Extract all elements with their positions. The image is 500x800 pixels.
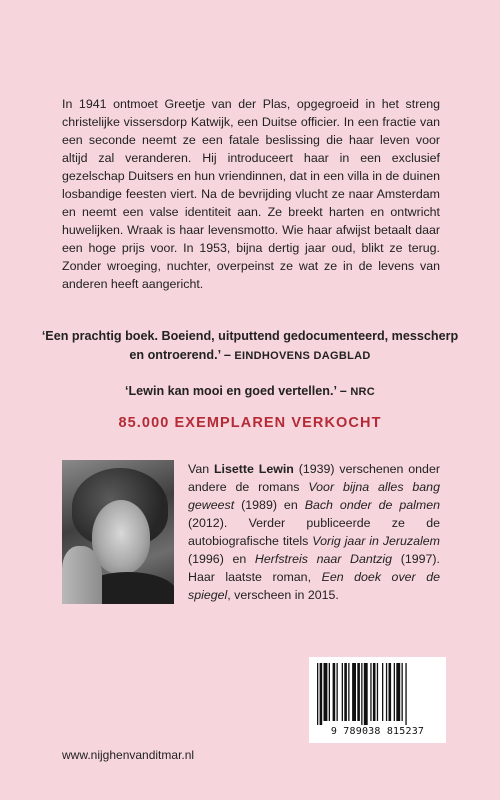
publisher-url: www.nijghenvanditmar.nl: [62, 748, 195, 762]
review-quote-2: [40, 382, 460, 402]
book-title: Een doek over de spiegel: [188, 570, 440, 602]
quote-source: NRC: [350, 386, 376, 398]
book-blurb: In 1941 ontmoet Greetje van der Plas, opgegroeid in het streng christelijke vissersdorp Katwijk, een Duitse officier. In een fractie van een seconde neemt ze een fatale beslissing die haar leven voor altijd zal veranderen. Hij introduceert haar in een exclusief gezelschap Duitsers en hun vriendinnen, dat in een villa in de duinen losbandige feesten viert. Na de bevrijding vlucht ze naar Amsterdam en neemt een valse identiteit aan. Ze breekt harten en ontwricht huwelijken. Wraak is haar levensmotto. Wie haar afwijst betaalt daar een hoge prijs voor. In 1953, bijna dertig jaar oud, blikt ze terug. Zonder wroeging, nuchter, overpeinst ze wat ze in de levens van anderen heeft aangericht.: [62, 97, 440, 291]
review-quote-1: [40, 327, 460, 366]
quote-source: EINDHOVENS DAGBLAD: [234, 350, 371, 362]
quote-text: ‘Lewin kan mooi en goed vertellen.’ –: [124, 384, 347, 398]
book-title: Voor bijna alles bang geweest: [188, 480, 440, 512]
author-bio: Van Lisette Lewin (1939) verschenen onder andere de romans Voor bijna alles bang geweest (1989) en Bach onder de palmen (2012). Verder publiceerde ze de autobiografische titels Vorig jaar in Jeruzalem (1996) en Herfstreis naar Dantzig (1997). Haar laatste roman, Een doek over de spiegel, verscheen in 2015.: [188, 462, 440, 602]
book-title: Bach onder de palmen: [304, 498, 440, 512]
book-title: Herfstreis naar Dantzig: [254, 552, 393, 566]
book-title: Vorig jaar in Jeruzalem: [312, 534, 440, 548]
isbn-barcode: [309, 657, 446, 743]
quote-text: ‘Een prachtig boek. Boeiend, uitputtend gedocumenteerd, messcherp en ontroerend.’ –: [41, 329, 459, 362]
author-name: Lisette Lewin: [213, 462, 294, 476]
author-photo: [62, 460, 174, 604]
sales-banner: 85.000 EXEMPLAREN VERKOCHT: [118, 415, 382, 431]
barcode-bars: [317, 663, 438, 725]
isbn-number: 9 789038 815237: [330, 726, 425, 737]
